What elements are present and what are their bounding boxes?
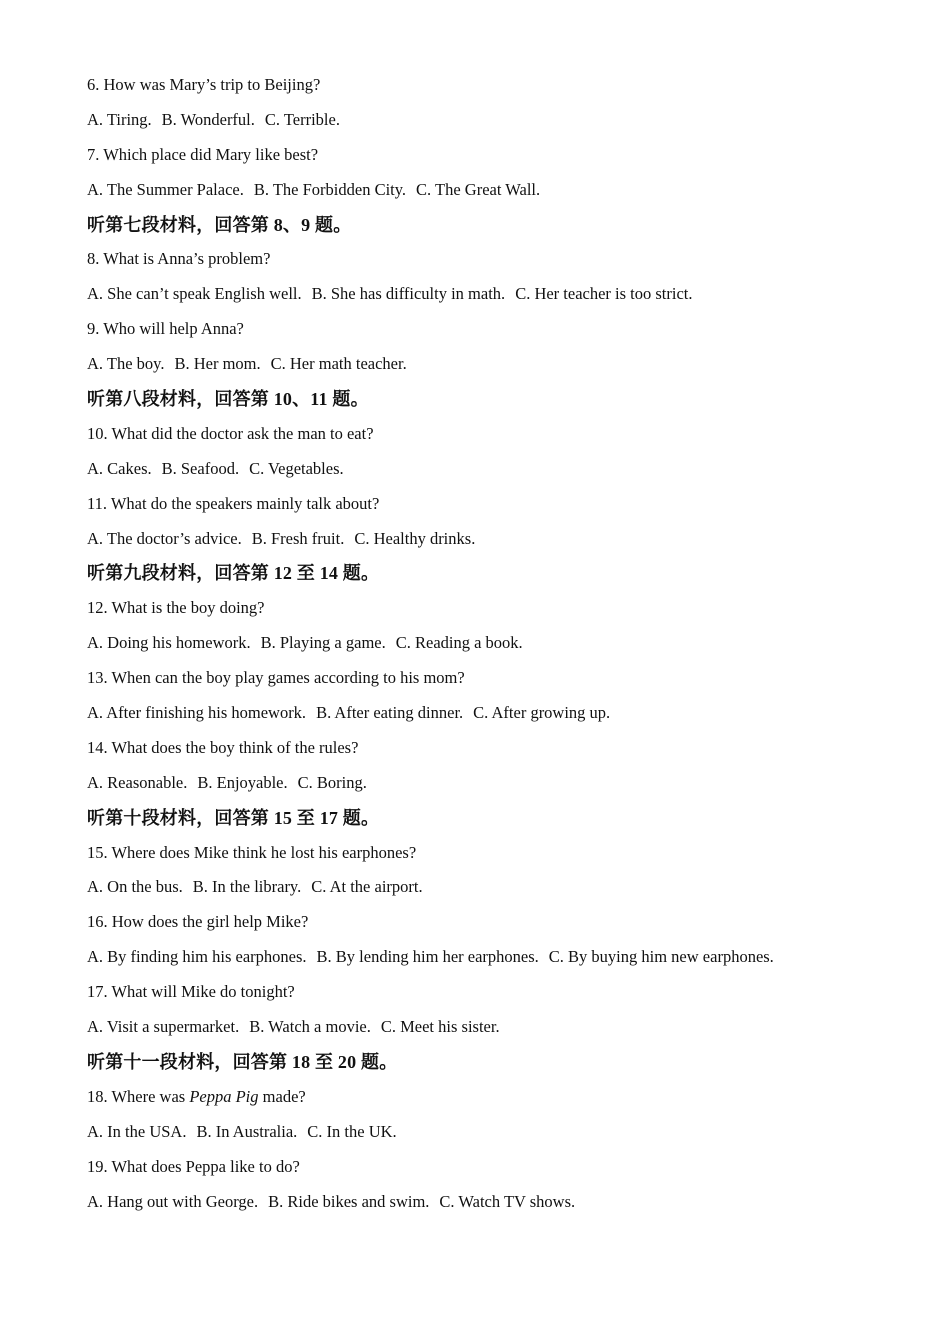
answer-option: C. Her math teacher. xyxy=(270,354,407,374)
answer-option: B. By lending him her earphones. xyxy=(316,947,539,967)
answer-option: B. Her mom. xyxy=(174,354,261,374)
answer-option: B. Playing a game. xyxy=(260,633,386,653)
answer-option: A. The Summer Palace. xyxy=(87,179,244,199)
question-text: 18. Where was xyxy=(87,1086,190,1106)
answer-option: A. After finishing his homework. xyxy=(87,703,307,723)
question: 12. What is the boy doing? xyxy=(87,598,265,618)
answer-option: A. The doctor’s advice. xyxy=(87,528,242,548)
section-heading: 听第八段材料，回答第 10、11 题。 xyxy=(87,389,369,410)
question: 14. What does the boy think of the rules? xyxy=(87,737,359,757)
answer-option: A. Tiring. xyxy=(87,109,152,129)
answer-option: C. Watch TV shows. xyxy=(439,1191,576,1211)
answer-options xyxy=(87,874,887,909)
question: 19. What does Peppa like to do? xyxy=(87,1156,300,1176)
question: 15. Where does Mike think he lost his earphones? xyxy=(87,842,417,862)
question: 10. What did the doctor ask the man to eat? xyxy=(87,423,374,443)
question: 13. When can the boy play games according to his mom? xyxy=(87,668,465,688)
answer-option: C. In the UK. xyxy=(307,1121,397,1141)
answer-options xyxy=(87,1189,887,1224)
answer-option: C. Healthy drinks. xyxy=(354,528,476,548)
answer-options xyxy=(87,107,887,142)
question: 9. Who will help Anna? xyxy=(87,319,244,339)
answer-options xyxy=(87,1119,887,1154)
answer-options xyxy=(87,456,887,491)
answer-option: C. Her teacher is too strict. xyxy=(515,284,693,304)
question: 16. How does the girl help Mike? xyxy=(87,912,309,932)
answer-options xyxy=(87,351,887,386)
answer-option: A. In the USA. xyxy=(87,1121,187,1141)
answer-option: A. Doing his homework. xyxy=(87,633,251,653)
question: 6. How was Mary’s trip to Beijing? xyxy=(87,75,321,94)
section-heading: 听第十一段材料，回答第 18 至 20 题。 xyxy=(87,1051,398,1072)
answer-option: C. After growing up. xyxy=(473,703,611,723)
question-title-italic: Peppa Pig xyxy=(189,1086,259,1106)
answer-option: B. After eating dinner. xyxy=(316,703,464,723)
answer-option: B. She has difficulty in math. xyxy=(311,284,506,304)
answer-option: B. Wonderful. xyxy=(161,109,255,129)
answer-options xyxy=(87,944,887,979)
section-heading: 听第九段材料，回答第 12 至 14 题。 xyxy=(87,563,380,584)
answer-options xyxy=(87,281,887,316)
answer-option: A. By finding him his earphones. xyxy=(87,947,307,967)
question: 8. What is Anna’s problem? xyxy=(87,249,271,269)
answer-option: B. In the library. xyxy=(192,877,302,897)
question: 17. What will Mike do tonight? xyxy=(87,982,295,1002)
answer-option: B. Fresh fruit. xyxy=(251,528,345,548)
answer-option: A. Cakes. xyxy=(87,458,152,478)
answer-option: B. Ride bikes and swim. xyxy=(268,1191,430,1211)
answer-option: C. The Great Wall. xyxy=(416,179,541,199)
answer-options xyxy=(87,1014,887,1049)
answer-options xyxy=(87,700,887,735)
section-heading: 听第十段材料，回答第 15 至 17 题。 xyxy=(87,807,380,828)
answer-option: C. Vegetables. xyxy=(249,458,344,478)
section-heading: 听第七段材料，回答第 8、9 题。 xyxy=(87,214,352,235)
answer-options xyxy=(87,630,887,665)
answer-option: C. Terrible. xyxy=(264,109,340,129)
answer-option: B. Enjoyable. xyxy=(197,772,288,792)
answer-options xyxy=(87,177,887,212)
answer-option: C. At the airport. xyxy=(311,877,423,897)
answer-option: B. Watch a movie. xyxy=(249,1017,371,1037)
question-text-end: made? xyxy=(258,1086,306,1106)
answer-option: A. Hang out with George. xyxy=(87,1191,259,1211)
answer-option: A. On the bus. xyxy=(87,877,183,897)
answer-option: C. Meet his sister. xyxy=(380,1017,500,1037)
question xyxy=(87,1084,887,1119)
listening-questions xyxy=(87,72,887,1223)
answer-option: B. In Australia. xyxy=(196,1121,298,1141)
answer-option: A. Visit a supermarket. xyxy=(87,1017,240,1037)
answer-option: B. The Forbidden City. xyxy=(253,179,407,199)
answer-option: C. By buying him new earphones. xyxy=(548,947,774,967)
question: 7. Which place did Mary like best? xyxy=(87,144,319,164)
answer-option: C. Boring. xyxy=(297,772,367,792)
answer-option: A. Reasonable. xyxy=(87,772,188,792)
answer-options xyxy=(87,526,887,561)
answer-option: A. The boy. xyxy=(87,354,165,374)
answer-option: A. She can’t speak English well. xyxy=(87,284,302,304)
question: 11. What do the speakers mainly talk about? xyxy=(87,493,380,513)
answer-option: C. Reading a book. xyxy=(395,633,523,653)
answer-options xyxy=(87,770,887,805)
answer-option: B. Seafood. xyxy=(161,458,240,478)
